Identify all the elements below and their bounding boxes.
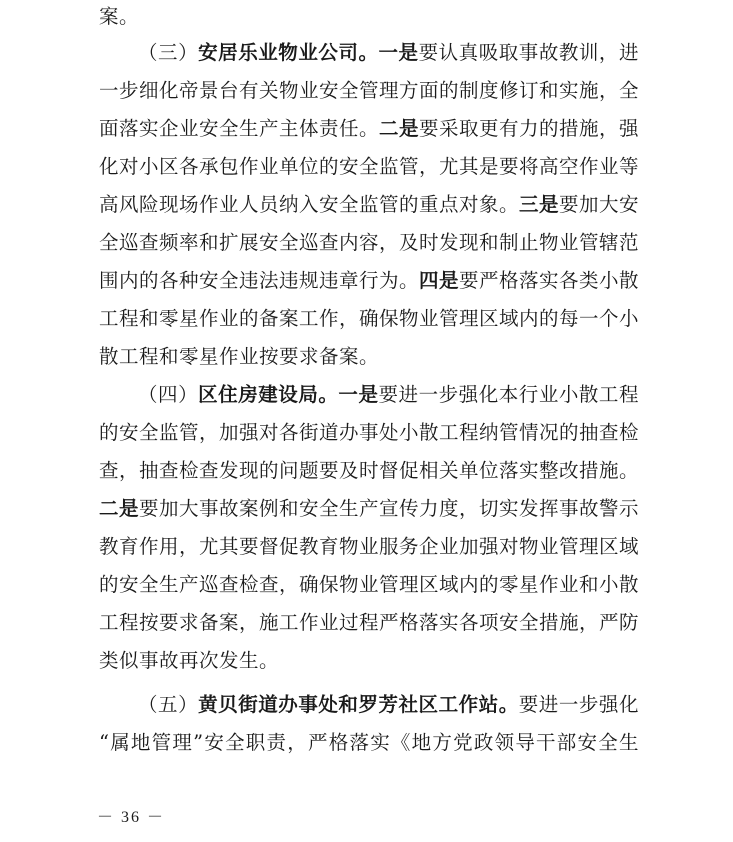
line-8 (99, 304, 639, 334)
body-text: 的安全生产巡查检查，确保物业管理区域内的零星作业和小散 (99, 573, 640, 596)
body-text: 案。 (99, 5, 140, 28)
body-text: 一步细化帝景台有关物业安全管理方面的制度修订和实施，全 (99, 79, 640, 102)
bold-text: 黄贝街道办事处和罗芳社区工作站。 (198, 693, 519, 716)
body-text: （五） (138, 693, 199, 716)
line-4 (99, 152, 639, 182)
body-text: 工程和零星作业的备案工作，确保物业管理区域内的每一个小 (99, 307, 640, 330)
bold-text: 区住房建设局。 (198, 383, 339, 406)
bold-text: 二是 (379, 117, 420, 140)
body-text: 工程按要求备案，施工作业过程严格落实各项安全措施，严防 (99, 611, 640, 634)
line-18 (138, 690, 639, 720)
body-text: “属地管理”安全职责，严格落实《地方党政领导干部安全生 (99, 731, 639, 754)
line-3 (99, 114, 639, 144)
body-text: （四） (138, 383, 199, 406)
body-text: 类似事故再次发生。 (99, 649, 280, 672)
line-0 (99, 2, 639, 32)
body-text: 要严格落实各类小散 (459, 269, 640, 292)
line-9 (99, 342, 639, 372)
bold-text: 四是 (419, 269, 460, 292)
line-13 (99, 494, 639, 524)
bold-text: 三是 (519, 193, 560, 216)
body-text: （三） (138, 41, 199, 64)
body-text: 面落实企业安全生产主体责任。 (99, 117, 380, 140)
line-6 (99, 228, 639, 258)
line-2 (99, 76, 639, 106)
body-text: 高风险现场作业人员纳入安全监管的重点对象。 (99, 193, 520, 216)
bold-text: 一是 (378, 41, 419, 64)
body-text: 要加大安 (559, 193, 640, 216)
page-number: － 36 － (97, 809, 166, 826)
bold-text: 二是 (99, 497, 140, 520)
body-text: 化对小区各承包作业单位的安全监管，尤其是要将高空作业等 (99, 155, 640, 178)
body-text: 要采取更有力的措施，强 (419, 117, 640, 140)
line-17 (99, 646, 639, 676)
body-text: 要认真吸取事故教训，进 (418, 41, 639, 64)
line-7 (99, 266, 639, 296)
line-5 (99, 190, 639, 220)
body-text: 要进一步强化本行业小散工程 (378, 383, 639, 406)
body-text: 要加大事故案例和安全生产宣传力度，切实发挥事故警示 (139, 497, 640, 520)
line-12 (99, 456, 639, 486)
line-1 (138, 38, 639, 68)
body-text: 教育作用，尤其要督促教育物业服务企业加强对物业管理区域 (99, 535, 640, 558)
body-text: 的安全监管，加强对各街道办事处小散工程纳管情况的抽查检 (99, 421, 640, 444)
line-10 (138, 380, 639, 410)
bold-text: 一是 (338, 383, 379, 406)
body-text: 围内的各种安全违法违规违章行为。 (99, 269, 420, 292)
line-16 (99, 608, 639, 638)
body-text: 散工程和零星作业按要求备案。 (99, 345, 380, 368)
body-text: 要进一步强化 (518, 693, 639, 716)
body-text: 查，抽查检查发现的问题要及时督促相关单位落实整改措施。 (99, 459, 640, 482)
line-14 (99, 532, 639, 562)
line-19 (99, 728, 639, 758)
body-text: 全巡查频率和扩展安全巡查内容，及时发现和制止物业管辖范 (99, 231, 640, 254)
line-15 (99, 570, 639, 600)
line-11 (99, 418, 639, 448)
bold-text: 安居乐业物业公司。 (198, 41, 379, 64)
